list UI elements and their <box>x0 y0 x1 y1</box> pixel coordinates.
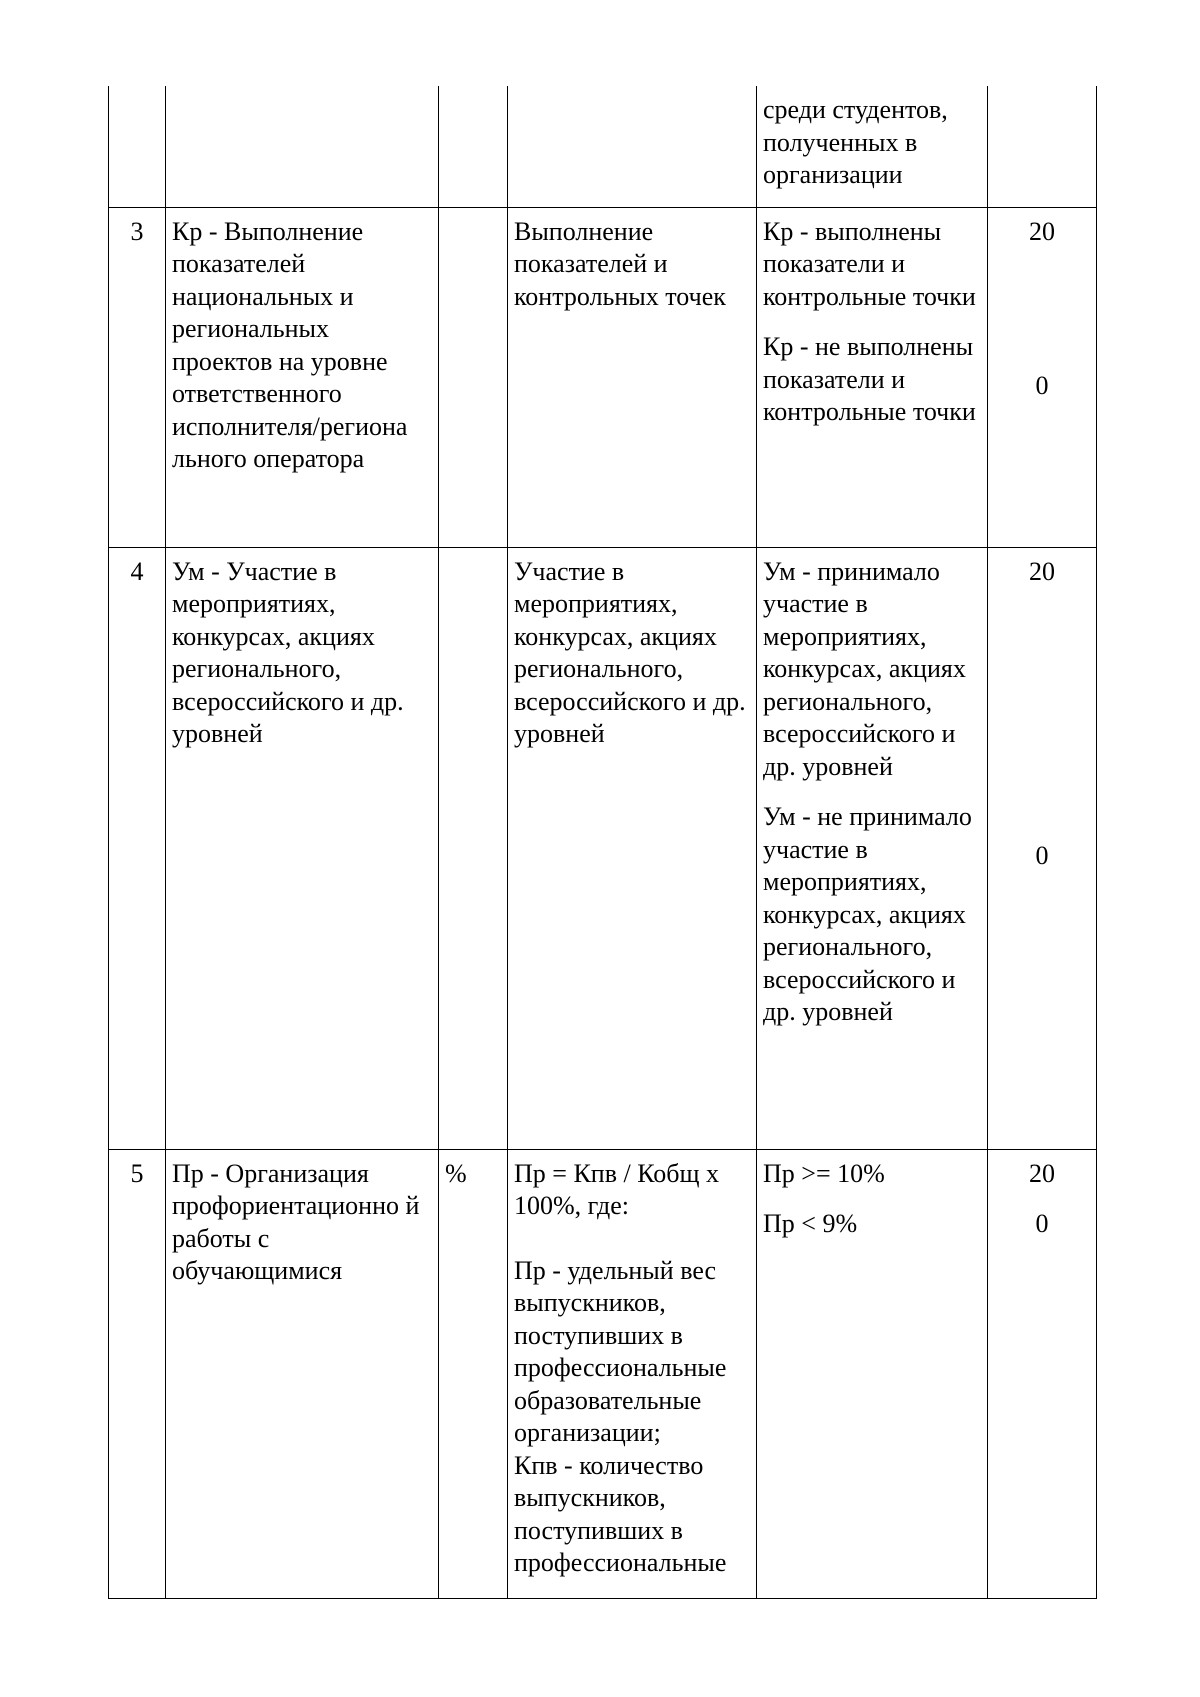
points-cell <box>988 86 1097 207</box>
method-cell <box>508 86 757 207</box>
method-text: Пр = Кпв / Кобщ x 100%, где: <box>514 1158 726 1220</box>
unit-cell <box>439 86 508 207</box>
criterion-text: среди студентов, полученных в организации <box>763 95 948 189</box>
method-cell <box>508 1149 757 1598</box>
unit-cell <box>439 547 508 1149</box>
criteria-cell <box>757 207 988 547</box>
method-text: Кпв - количество выпускников, поступивших в профессиональные <box>514 1450 727 1577</box>
row-number <box>109 86 166 207</box>
points-cell <box>988 1149 1097 1598</box>
criterion-text: Пр < 9% <box>763 1209 858 1238</box>
indicator-cell: Ум - Участие в мероприятиях, конкурсах, акциях регионального, всероссийского и др. уровней <box>166 547 439 1149</box>
points-cell <box>988 547 1097 1149</box>
method-cell <box>508 207 757 547</box>
points-cell <box>988 207 1097 547</box>
method-text: Участие в мероприятиях, конкурсах, акциях регионального, всероссийского и др. уровней <box>514 556 753 748</box>
criterion-text: Кр - не выполнены показатели и контрольные точки <box>763 332 976 426</box>
criterion-text: Кр - выполнены показатели и контрольные точки <box>763 216 976 311</box>
indicator-cell <box>166 86 439 207</box>
criteria-cell <box>757 86 988 207</box>
criterion-text: Ум - принимало участие в мероприятиях, конкурсах, акциях регионального, всероссийского и др. уровней <box>763 556 966 781</box>
indicators-table <box>108 86 1097 1599</box>
indicator-cell: Пр - Организация профориентационно й работы с обучающимися <box>166 1149 439 1598</box>
criterion-text: Ум - не принимало участие в мероприятиях, конкурсах, акциях регионального, всероссийского и др. уровней <box>763 802 972 1026</box>
method-text: Выполнение показателей и контрольных точек <box>514 216 726 311</box>
points-value: 0 <box>1035 371 1049 400</box>
indicator-cell: Кр - Выполнение показателей национальных и региональных проектов на уровне ответственного исполнителя/региона льного оператора <box>166 207 439 547</box>
criteria-cell <box>757 1149 988 1598</box>
table-row <box>109 86 1097 207</box>
table-row <box>109 547 1097 1149</box>
points-value: 0 <box>1035 841 1049 870</box>
unit-cell <box>439 207 508 547</box>
points-value: 20 <box>1029 556 1055 586</box>
points-value: 0 <box>1035 1209 1049 1238</box>
table-row <box>109 1149 1097 1598</box>
points-value: 20 <box>1029 216 1055 246</box>
table-row <box>109 207 1097 547</box>
criteria-cell <box>757 547 988 1149</box>
row-number: 3 <box>109 207 166 547</box>
row-number: 5 <box>109 1149 166 1598</box>
method-cell <box>508 547 757 1149</box>
unit-cell: % <box>439 1149 508 1598</box>
row-number: 4 <box>109 547 166 1149</box>
criterion-text: Пр >= 10% <box>763 1158 885 1188</box>
points-value: 20 <box>1029 1158 1055 1188</box>
method-text: Пр - удельный вес выпускников, поступивших в профессиональные образовательные организации; <box>514 1255 733 1447</box>
